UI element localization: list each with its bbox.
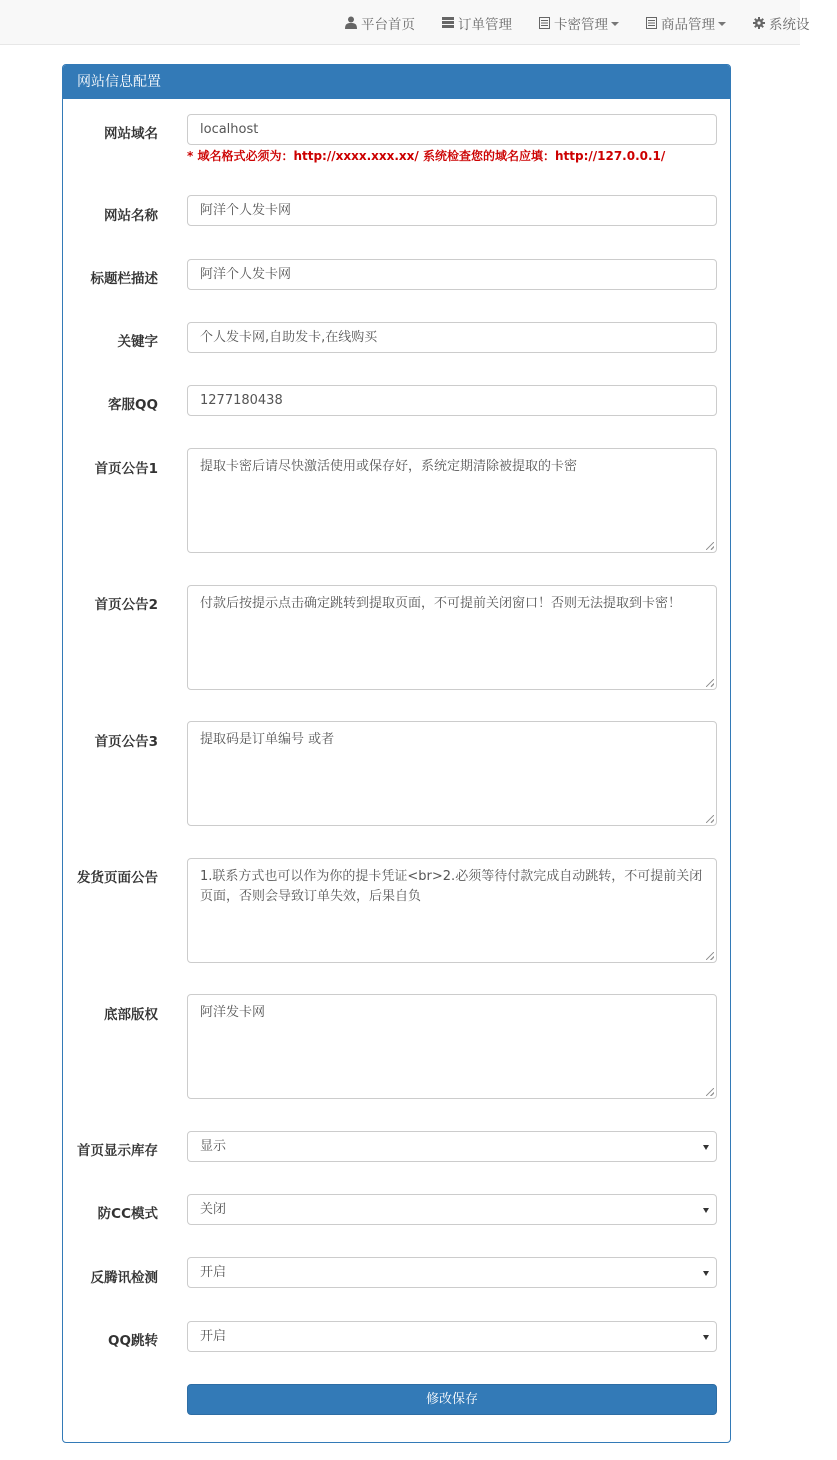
- gear-icon: [753, 17, 765, 29]
- site-name-input[interactable]: 阿洋个人发卡网: [187, 195, 717, 226]
- notice2-text: 付款后按提示点击确定跳转到提取页面，不可提前关闭窗口！否则无法提取到卡密！: [200, 596, 682, 611]
- show-stock-select[interactable]: [187, 1131, 717, 1162]
- anti-tencent-value: 开启: [200, 1265, 227, 1280]
- title-desc-label: 标题栏描述: [90, 271, 158, 287]
- nav-home[interactable]: [345, 0, 415, 45]
- anti-cc-label: 防CC模式: [97, 1206, 158, 1222]
- footer-text: 阿洋发卡网: [200, 1005, 266, 1020]
- dropdown-arrow-icon: [703, 1271, 709, 1276]
- site-config-panel: [62, 64, 731, 1443]
- nav-orders-label: 订单管理: [458, 16, 512, 33]
- resize-handle-icon[interactable]: [706, 679, 714, 687]
- panel-title: 网站信息配置: [63, 65, 730, 99]
- notice1-textarea[interactable]: [187, 448, 717, 553]
- resize-handle-icon[interactable]: [706, 952, 714, 960]
- anti-tencent-select[interactable]: [187, 1257, 717, 1288]
- domain-input[interactable]: localhost: [187, 114, 717, 145]
- chevron-down-icon: [718, 22, 726, 26]
- title-desc-input[interactable]: 阿洋个人发卡网: [187, 259, 717, 290]
- domain-hint: * 域名格式必须为：http://xxxx.xxx.xx/ 系统检查您的域名应填：http://127.0.0.1/: [187, 149, 666, 163]
- qq-label: 客服QQ: [108, 397, 158, 413]
- domain-label: 网站域名: [104, 126, 158, 142]
- nav-home-label: 平台首页: [361, 16, 415, 33]
- qq-input[interactable]: 1277180438: [187, 385, 717, 416]
- chevron-down-icon: [611, 22, 619, 26]
- dropdown-arrow-icon: [703, 1208, 709, 1213]
- nav-products[interactable]: [646, 0, 726, 45]
- notice3-textarea[interactable]: [187, 721, 717, 826]
- footer-textarea[interactable]: [187, 994, 717, 1099]
- qq-jump-label: QQ跳转: [108, 1333, 158, 1349]
- anti-tencent-label: 反腾讯检测: [90, 1270, 158, 1286]
- notice1-text: 提取卡密后请尽快激活使用或保存好，系统定期清除被提取的卡密: [200, 459, 578, 474]
- nav-cards[interactable]: [539, 0, 619, 45]
- notice3-text: 提取码是订单编号 或者: [200, 732, 335, 747]
- anti-cc-select[interactable]: [187, 1194, 717, 1225]
- nav-settings[interactable]: [753, 0, 810, 45]
- notice3-label: 首页公告3: [94, 734, 158, 750]
- site-name-label: 网站名称: [104, 208, 158, 224]
- show-stock-value: 显示: [200, 1139, 227, 1154]
- resize-handle-icon[interactable]: [706, 542, 714, 550]
- keywords-input[interactable]: 个人发卡网,自助发卡,在线购买: [187, 322, 717, 353]
- delivery-notice-textarea[interactable]: [187, 858, 717, 963]
- nav-cards-label: 卡密管理: [554, 16, 608, 33]
- dropdown-arrow-icon: [703, 1335, 709, 1340]
- qq-jump-value: 开启: [200, 1329, 227, 1344]
- resize-handle-icon[interactable]: [706, 1088, 714, 1096]
- nav-orders[interactable]: [442, 0, 512, 45]
- delivery-notice-text: 1.联系方式也可以作为你的提卡凭证<br>2.必须等待付款完成自动跳转，不可提前关闭页面，否则会导致订单失效，后果自负: [200, 869, 703, 904]
- notice1-label: 首页公告1: [94, 461, 158, 477]
- card-icon: [539, 17, 550, 29]
- user-icon: [345, 16, 357, 29]
- nav-menu: [345, 0, 837, 45]
- show-stock-label: 首页显示库存: [77, 1143, 158, 1159]
- list-icon: [442, 17, 454, 28]
- top-navbar: [0, 0, 810, 45]
- resize-handle-icon[interactable]: [706, 815, 714, 823]
- qq-jump-select[interactable]: [187, 1321, 717, 1352]
- delivery-notice-label: 发货页面公告: [77, 870, 158, 886]
- notice2-textarea[interactable]: [187, 585, 717, 690]
- anti-cc-value: 关闭: [200, 1202, 227, 1217]
- footer-label: 底部版权: [104, 1007, 158, 1023]
- card-icon: [646, 17, 657, 29]
- notice2-label: 首页公告2: [94, 597, 158, 613]
- dropdown-arrow-icon: [703, 1145, 709, 1150]
- keywords-label: 关键字: [117, 334, 158, 350]
- nav-products-label: 商品管理: [661, 16, 715, 33]
- nav-settings-label: 系统设: [769, 16, 810, 33]
- save-button[interactable]: 修改保存: [187, 1384, 717, 1415]
